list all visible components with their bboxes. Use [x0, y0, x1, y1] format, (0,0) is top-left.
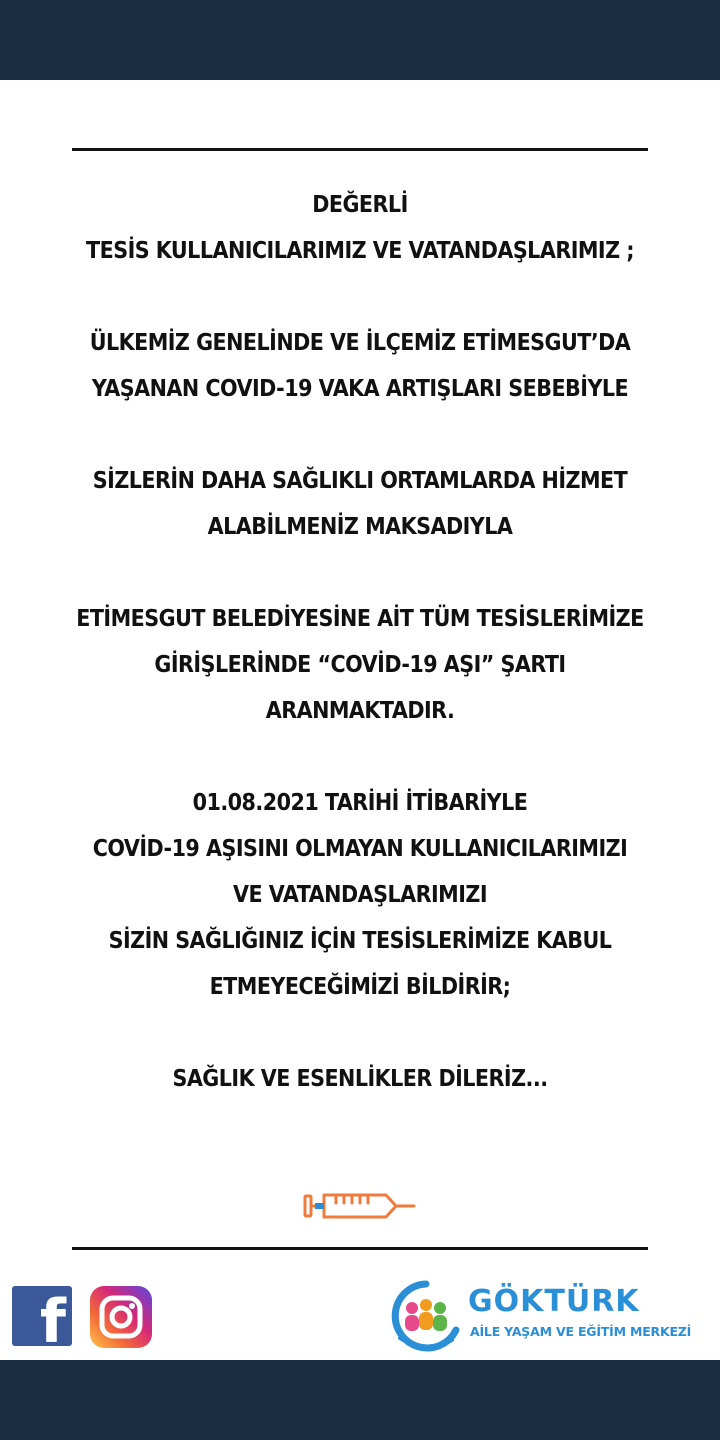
instagram-icon[interactable] — [90, 1286, 152, 1348]
notice-line: VE VATANDAŞLARIMIZI — [233, 882, 487, 908]
goktürk-logo — [390, 1278, 700, 1358]
notice-text — [0, 182, 720, 1102]
divider-bottom — [72, 1247, 648, 1250]
notice-line: TESİS KULLANICILARIMIZ VE VATANDAŞLARIMIZ ; — [86, 238, 634, 264]
notice-line: ÜLKEMİZ GENELİNDE VE İLÇEMİZ ETİMESGUT’DA — [89, 330, 631, 356]
notice-line: SAĞLIK VE ESENLİKLER DİLERİZ... — [172, 1066, 548, 1092]
facebook-icon[interactable]: f — [12, 1286, 72, 1346]
family-logo-icon — [390, 1280, 462, 1356]
notice-sheet — [0, 80, 720, 1360]
notice-line: ALABİLMENİZ MAKSADIYLA — [207, 514, 513, 540]
notice-line: 01.08.2021 TARİHİ İTİBARİYLE — [192, 790, 528, 816]
notice-line: YAŞANAN COVID-19 VAKA ARTIŞLARI SEBEBİYLE — [91, 376, 629, 402]
bottom-bar — [0, 1360, 720, 1440]
notice-line: ARANMAKTADIR. — [265, 698, 455, 724]
paragraph-gap — [0, 550, 720, 596]
notice-line: SİZLERİN DAHA SAĞLIKLI ORTAMLARDA HİZMET — [92, 468, 628, 494]
brand-subtitle: AİLE YAŞAM VE EĞİTİM MERKEZİ — [470, 1324, 692, 1339]
syringe-icon — [300, 1186, 418, 1226]
notice-line: COVİD-19 AŞISINI OLMAYAN KULLANICILARIMIZI — [92, 836, 628, 862]
notice-line: DEĞERLİ — [312, 192, 408, 218]
top-bar — [0, 0, 720, 80]
divider-top — [72, 148, 648, 151]
paragraph-gap — [0, 1010, 720, 1056]
notice-line: SİZİN SAĞLIĞINIZ İÇİN TESİSLERİMİZE KABUL — [108, 928, 612, 954]
paragraph-gap — [0, 274, 720, 320]
notice-line: GİRİŞLERİNDE “COVİD-19 AŞI” ŞARTI — [154, 652, 566, 678]
brand-name: GÖKTÜRK — [468, 1284, 640, 1319]
paragraph-gap — [0, 412, 720, 458]
paragraph-gap — [0, 734, 720, 780]
notice-line: ETİMESGUT BELEDİYESİNE AİT TÜM TESİSLERİMİZE — [76, 606, 644, 632]
notice-line: ETMEYECEĞİMİZİ BİLDİRİR; — [209, 974, 511, 1000]
